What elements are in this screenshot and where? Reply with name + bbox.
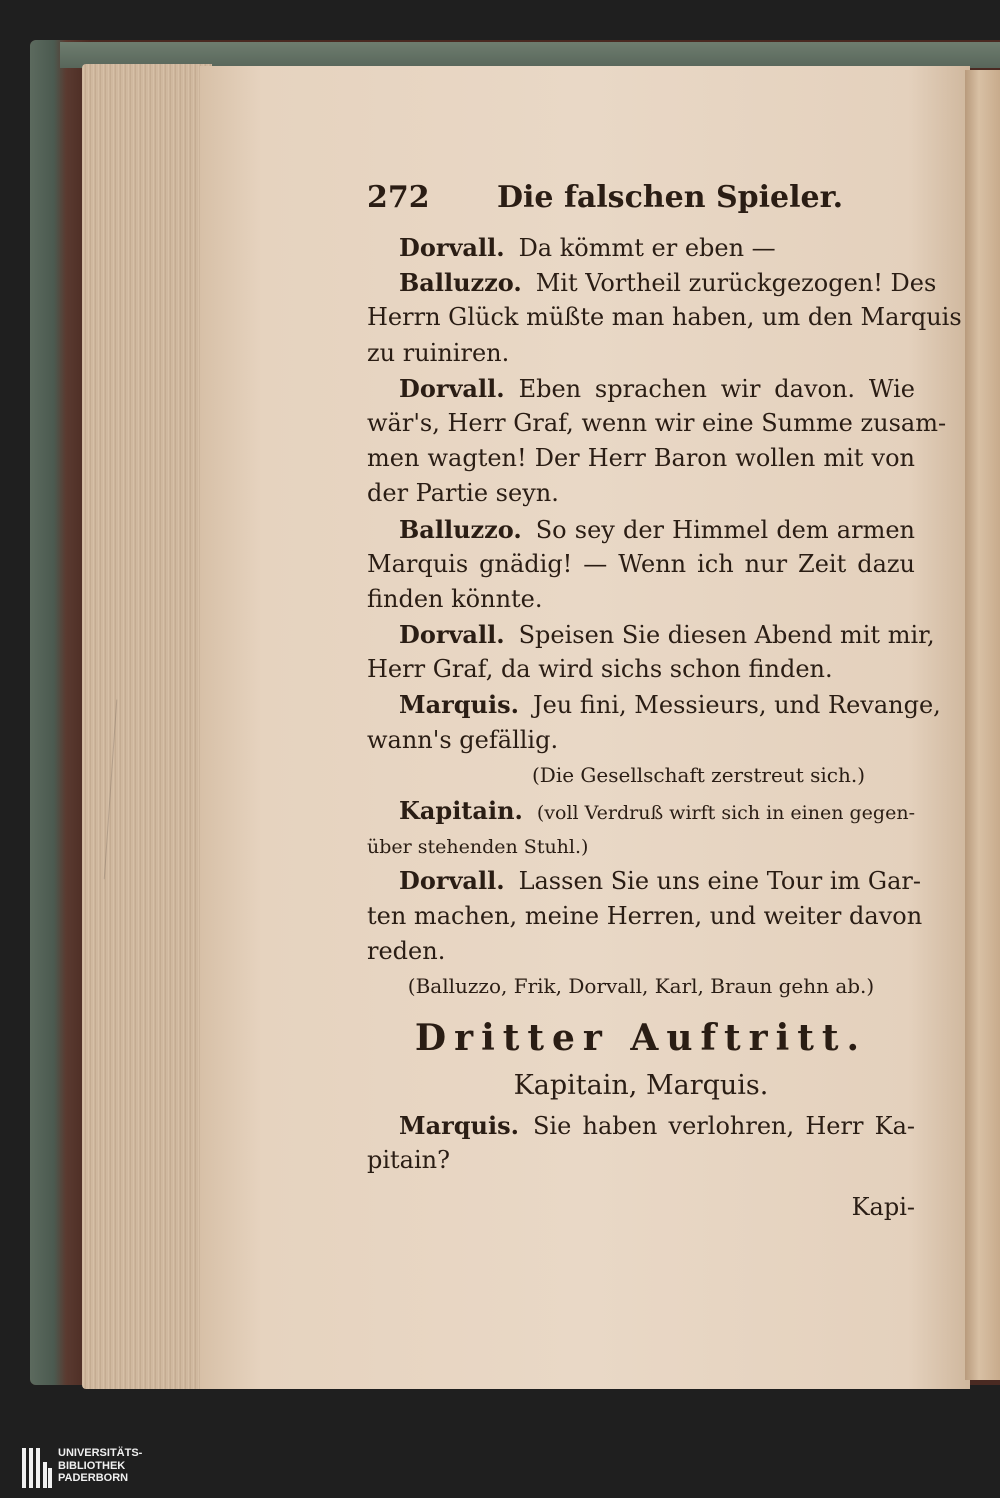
line-text: Eben sprachen wir davon. Wie [518, 374, 915, 403]
continuation-line [367, 934, 915, 969]
logo-line-2: BIBLIOTHEK [58, 1459, 126, 1472]
speaker-name: Dorvall. [399, 373, 505, 403]
speech-line [367, 687, 941, 722]
line-text: Da kömmt er eben — [518, 234, 776, 262]
running-title: Die falschen Spieler. [497, 180, 844, 215]
page-text [367, 180, 962, 1227]
speech-line [367, 230, 915, 265]
dialogue-body-continued [367, 1108, 915, 1178]
line-text: ten machen, meine Herren, und weiter davon [367, 901, 923, 930]
line-text: Speisen Sie diesen Abend mit mir, [518, 621, 935, 650]
speech-line [367, 863, 921, 898]
line-text: der Partie seyn. [367, 479, 559, 508]
book-spine-cloth [30, 40, 90, 1385]
speech-line [367, 793, 915, 828]
continuation-line [367, 899, 923, 934]
continuation-line [367, 1143, 915, 1178]
line-text: men wagten! Der Herr Baron wollen mit von [367, 444, 915, 473]
scene-cast: Kapitain, Marquis. [513, 1070, 769, 1102]
library-logo [22, 1448, 172, 1488]
line-text: (voll Verdruß wirft sich in einen gegen- [536, 802, 915, 824]
speaker-name: Kapitain. [399, 796, 523, 825]
line-text: Marquis gnädig! — Wenn ich nur Zeit dazu [367, 549, 915, 578]
facing-page-edge [965, 70, 1000, 1380]
speech-line [367, 265, 937, 300]
library-logo-text [58, 1447, 142, 1485]
page-edges [82, 64, 212, 1389]
continuation-line [367, 336, 915, 371]
speaker-name: Dorvall. [399, 620, 505, 650]
library-logo-icon [22, 1448, 52, 1488]
page-header [367, 180, 915, 230]
continuation-line [367, 582, 915, 617]
continuation-line [367, 547, 915, 582]
line-text: wär's, Herr Graf, wenn wir eine Summe zusam- [367, 408, 947, 437]
scene-title: Dritter Auftritt. [414, 1017, 868, 1060]
speaker-name: Balluzzo. [399, 268, 522, 298]
continuation-line [367, 828, 915, 863]
logo-line-3: PADERBORN [58, 1472, 129, 1484]
speaker-name: Balluzzo. [399, 514, 522, 544]
speech-line [367, 617, 935, 652]
speaker-name: Marquis. [399, 1111, 519, 1141]
continuation-line [367, 723, 915, 758]
stage-direction: (Die Gesellschaft zerstreut sich.) [531, 762, 865, 787]
line-text: wann's gefällig. [367, 725, 559, 754]
speaker-name: Dorvall. [399, 233, 505, 262]
speaker-name: Marquis. [399, 690, 519, 720]
continuation-line [367, 300, 962, 335]
line-text: pitain? [367, 1146, 450, 1175]
line-text: reden. [367, 936, 446, 965]
logo-line-1: UNIVERSITÄTS- [58, 1447, 143, 1459]
speech-line [367, 1108, 915, 1143]
line-text: Lassen Sie uns eine Tour im Gar- [518, 867, 921, 896]
line-text: zu ruiniren. [367, 338, 510, 367]
line-text: finden könnte. [367, 584, 543, 613]
continuation-line [367, 406, 947, 441]
page-number: 272 [367, 180, 430, 215]
line-text: So sey der Himmel dem armen [535, 515, 915, 544]
dialogue-body [367, 230, 962, 1004]
continuation-line [367, 652, 915, 687]
speech-line [367, 512, 915, 547]
speech-line [367, 371, 915, 406]
line-text: über stehenden Stuhl.) [367, 836, 589, 859]
line-text: Sie haben verlohren, Herr Ka- [532, 1112, 915, 1141]
line-text: Herrn Glück müßte man haben, um den Marquis [367, 303, 962, 332]
continuation-line [367, 441, 915, 476]
line-text: Jeu fini, Messieurs, und Revange, [532, 691, 941, 720]
line-text: Mit Vortheil zurückgezogen! Des [535, 269, 937, 298]
speaker-name: Dorvall. [399, 866, 505, 896]
line-text: Herr Graf, da wird sichs schon finden. [367, 655, 833, 684]
stage-direction: (Balluzzo, Frik, Dorvall, Karl, Braun gehn ab.) [407, 973, 875, 998]
continuation-line [367, 476, 915, 511]
catchword: Kapi- [851, 1192, 915, 1221]
